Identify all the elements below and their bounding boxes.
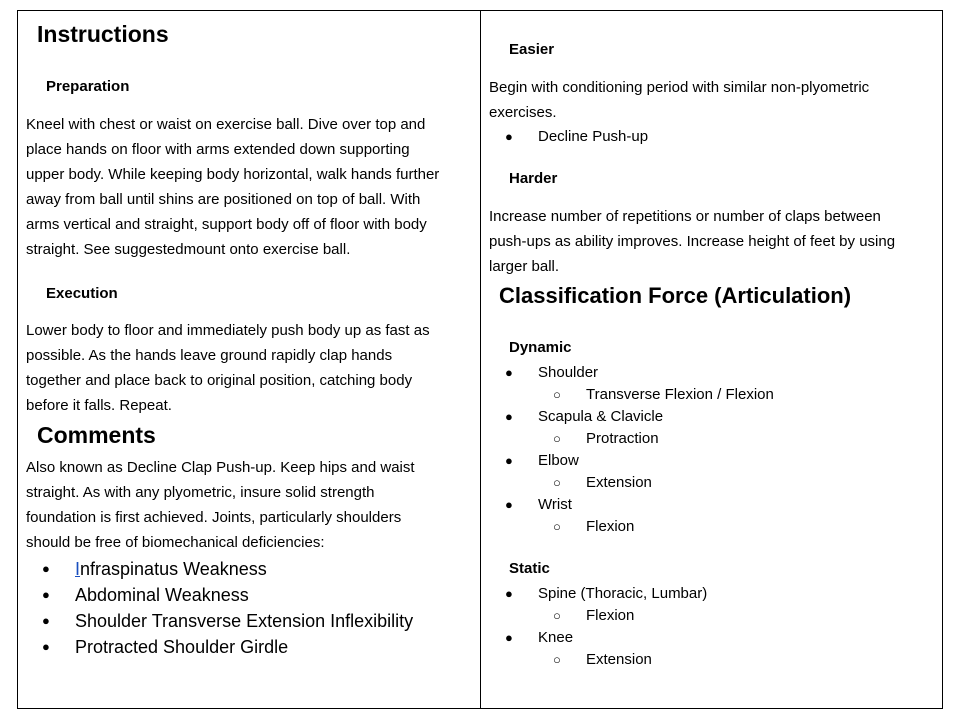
comments-line: Also known as Decline Clap Push-up. Keep hips and waist xyxy=(26,459,415,476)
preparation-line: arms vertical and straight, support body off of floor with body xyxy=(26,216,427,233)
easier-heading: Easier xyxy=(509,41,555,58)
sub-bullet-icon: ○ xyxy=(553,652,561,667)
comments-text xyxy=(26,455,415,555)
execution-line: possible. As the hands leave ground rapidly clap hands xyxy=(26,347,393,364)
bullet-icon: ● xyxy=(42,587,50,602)
joint-item: Scapula & Clavicle xyxy=(538,408,664,425)
preparation-line: upper body. While keeping body horizontal, walk hands further xyxy=(26,166,440,183)
preparation-line: straight. See suggestedmount onto exercise ball. xyxy=(26,241,351,258)
action-item: Extension xyxy=(586,474,652,491)
dynamic-heading: Dynamic xyxy=(509,339,572,356)
execution-text xyxy=(26,318,430,418)
harder-line: push-ups as ability improves. Increase height of feet by using xyxy=(489,233,896,250)
sub-bullet-icon: ○ xyxy=(553,608,561,623)
column-divider xyxy=(480,10,481,709)
preparation-heading: Preparation xyxy=(46,78,130,95)
bullet-icon: ● xyxy=(42,613,50,628)
action-item: Flexion xyxy=(586,607,635,624)
preparation-text xyxy=(26,112,439,262)
bullet-icon: ● xyxy=(505,497,513,512)
harder-heading: Harder xyxy=(509,170,558,187)
harder-text xyxy=(489,204,895,279)
action-item: Flexion xyxy=(586,518,635,535)
bullet-icon: ● xyxy=(505,586,513,601)
bullet-icon: ● xyxy=(42,561,50,576)
action-item: Protraction xyxy=(586,430,659,447)
joint-item: Elbow xyxy=(538,452,579,469)
execution-heading: Execution xyxy=(46,285,118,302)
action-item: Transverse Flexion / Flexion xyxy=(586,386,774,403)
preparation-line: place hands on floor with arms extended down supporting xyxy=(26,141,410,158)
sub-bullet-icon: ○ xyxy=(553,475,561,490)
easier-line: Begin with conditioning period with similar non-plyometric xyxy=(489,79,870,96)
bullet-icon: ● xyxy=(505,409,513,424)
harder-line: Increase number of repetitions or number of claps between xyxy=(489,208,881,225)
joint-item: Wrist xyxy=(538,496,572,513)
comments-line: foundation is first achieved. Joints, particularly shoulders xyxy=(26,509,402,526)
easier-item: Decline Push-up xyxy=(538,128,649,145)
preparation-line: away from ball until shins are positioned on top of ball. With xyxy=(26,191,421,208)
easier-text xyxy=(489,75,869,125)
preparation-line: Kneel with chest or waist on exercise ball. Dive over top and xyxy=(26,116,426,133)
deficiency-item: Abdominal Weakness xyxy=(75,585,249,605)
bullet-icon: ● xyxy=(505,129,513,144)
comments-line: straight. As with any plyometric, insure solid strength xyxy=(26,484,375,501)
execution-line: Lower body to floor and immediately push body up as fast as xyxy=(26,322,430,339)
execution-line: together and place back to original position, catching body xyxy=(26,372,413,389)
execution-line: before it falls. Repeat. xyxy=(26,397,172,414)
comments-line: should be free of biomechanical deficiencies: xyxy=(26,534,325,551)
deficiency-item: Shoulder Transverse Extension Inflexibility xyxy=(75,611,414,631)
deficiency-text: nfraspinatus Weakness xyxy=(80,559,267,579)
deficiency-first-letter: I xyxy=(75,559,81,579)
bullet-icon: ● xyxy=(505,630,513,645)
deficiency-item: Protracted Shoulder Girdle xyxy=(75,637,289,657)
joint-item: Shoulder xyxy=(538,364,599,381)
harder-line: larger ball. xyxy=(489,258,560,275)
static-heading: Static xyxy=(509,560,550,577)
easier-line: exercises. xyxy=(489,104,557,121)
classification-heading: Classification Force (Articulation) xyxy=(499,283,852,308)
action-item: Extension xyxy=(586,651,652,668)
comments-heading: Comments xyxy=(37,422,156,448)
sub-bullet-icon: ○ xyxy=(553,519,561,534)
sub-bullet-icon: ○ xyxy=(553,387,561,402)
joint-item: Knee xyxy=(538,629,574,646)
bullet-icon: ● xyxy=(505,365,513,380)
bullet-icon: ● xyxy=(42,639,50,654)
joint-item: Spine (Thoracic, Lumbar) xyxy=(538,585,708,602)
sub-bullet-icon: ○ xyxy=(553,431,561,446)
instructions-heading: Instructions xyxy=(37,21,169,47)
deficiency-item xyxy=(75,556,267,582)
bullet-icon: ● xyxy=(505,453,513,468)
